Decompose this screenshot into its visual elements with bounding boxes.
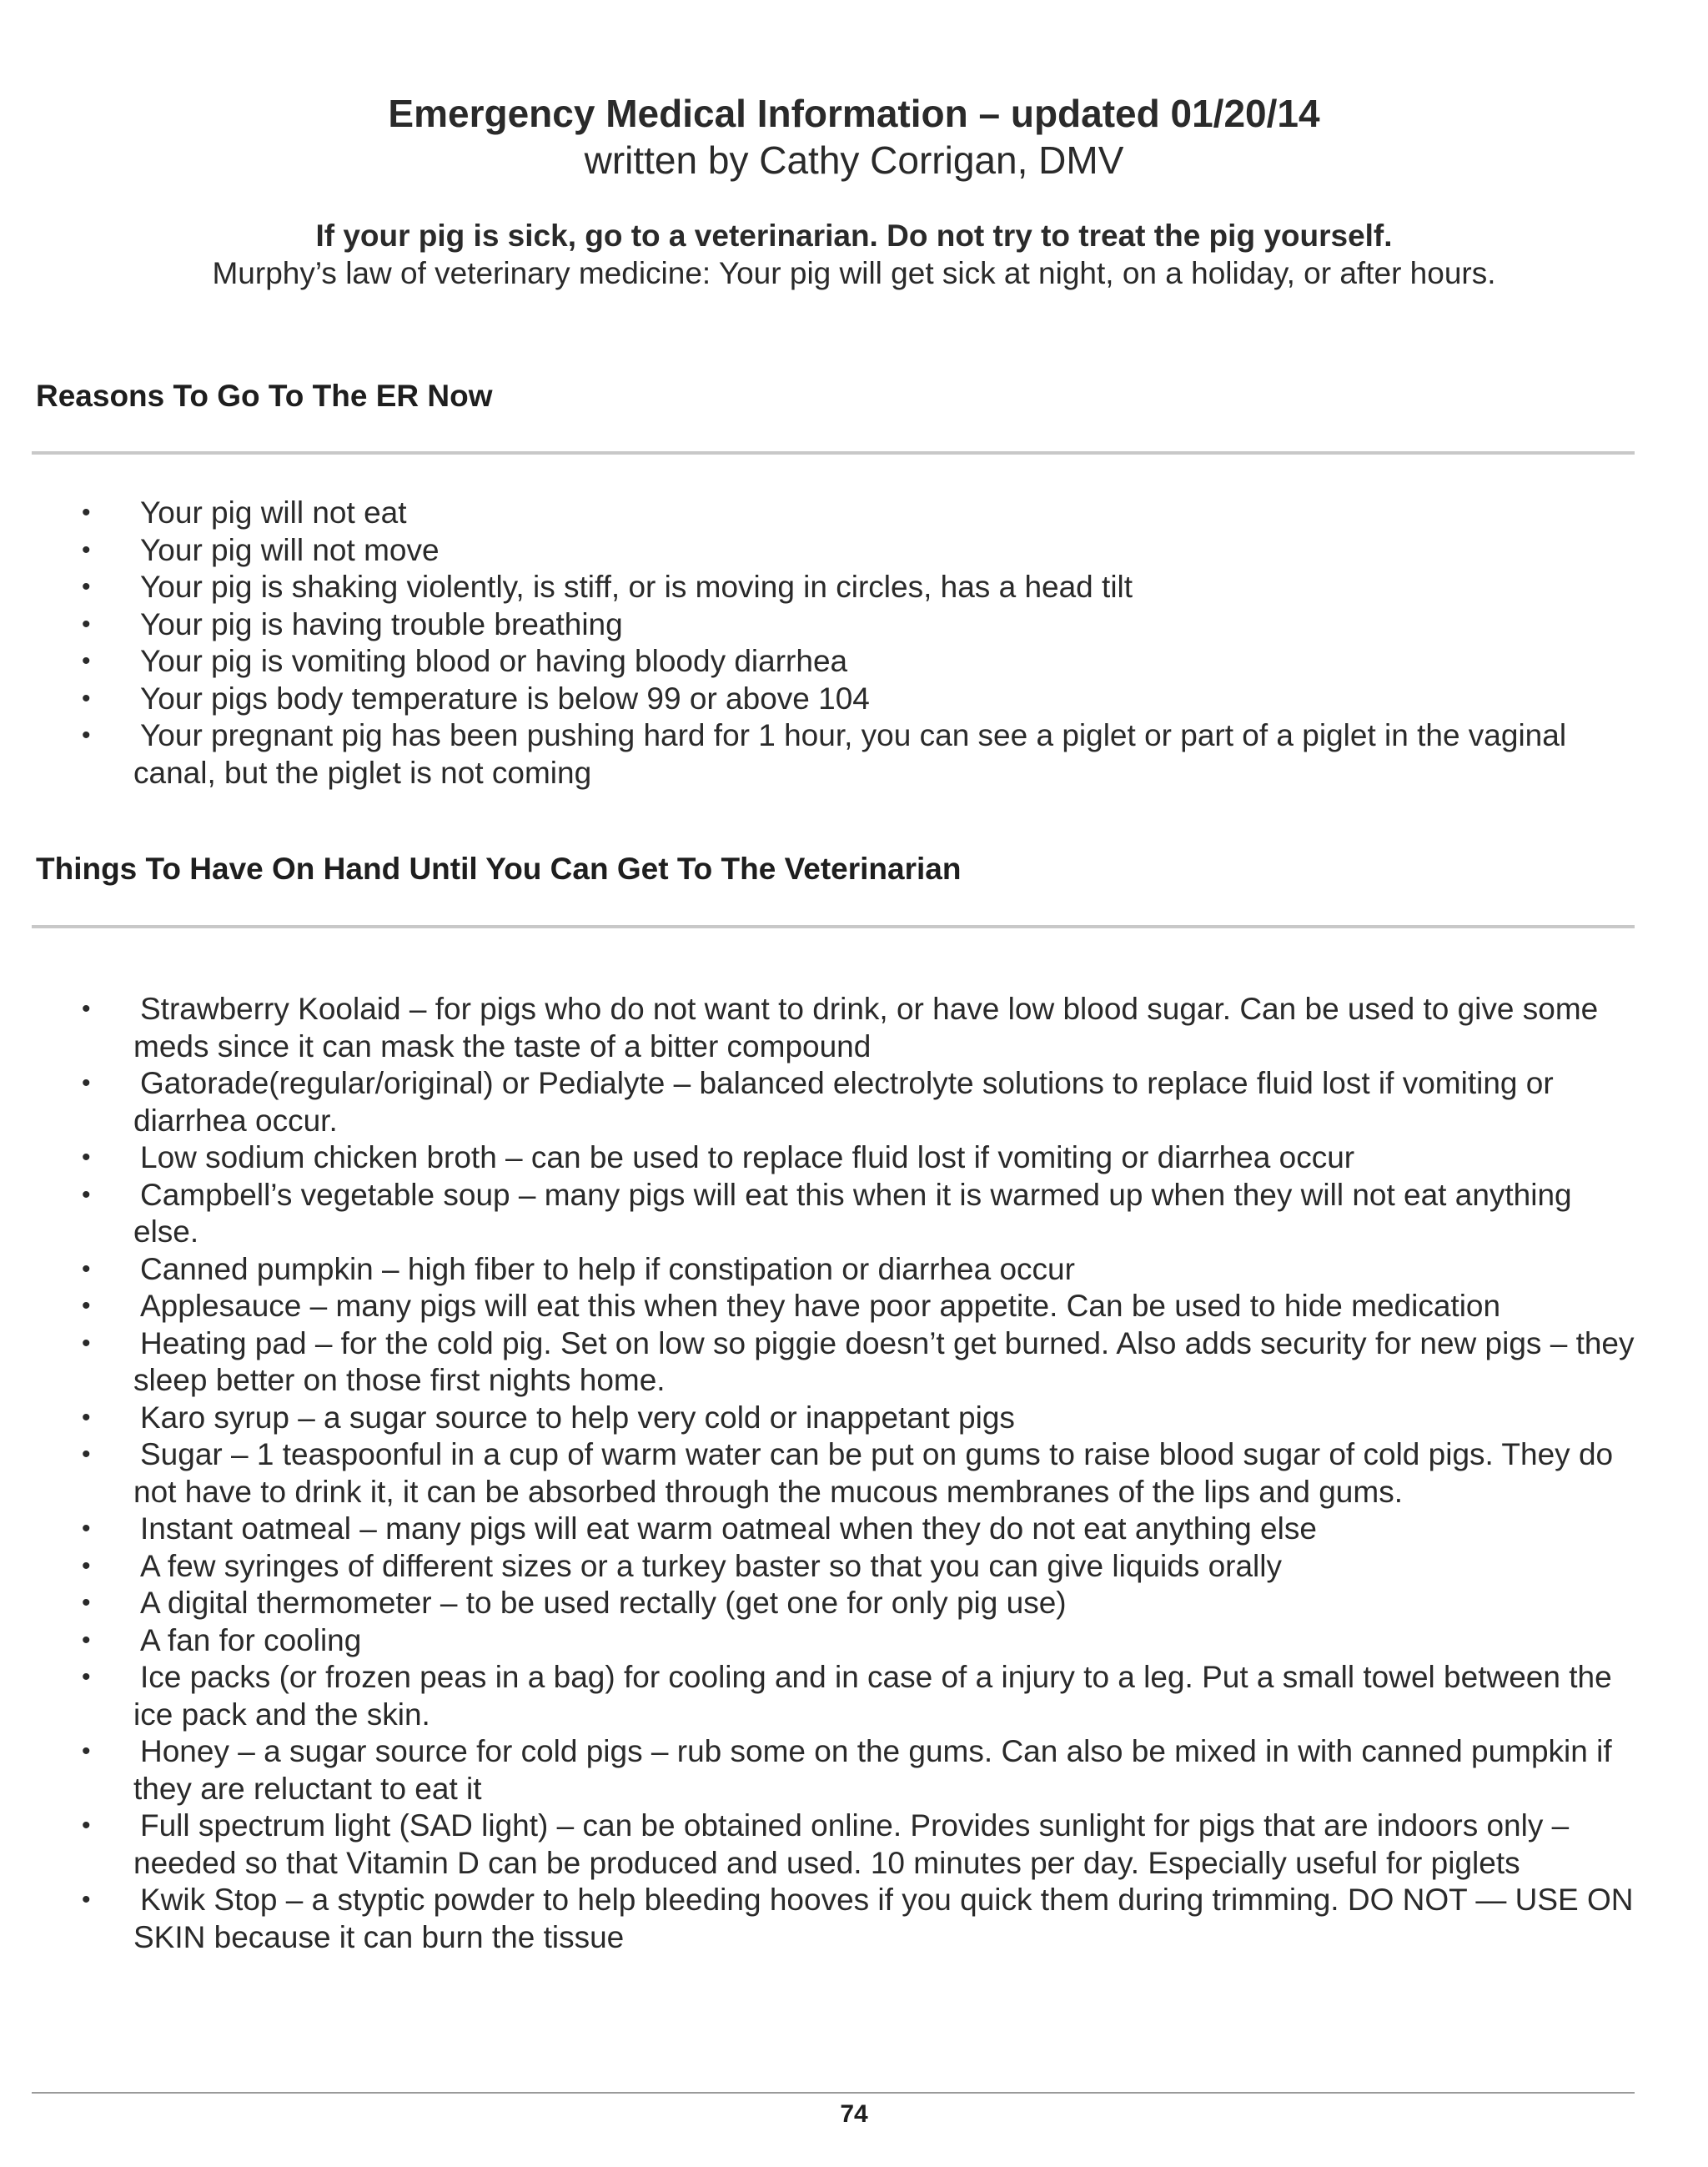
list-item: • Your pregnant pig has been pushing hard for 1 hour, you can see a piglet or part of a piglet in the vaginal canal, but the piglet is not coming (82, 718, 1567, 790)
list-item: • Your pig is vomiting blood or having bloody diarrhea (0, 643, 1635, 681)
list-item: • Kwik Stop – a styptic powder to help bleeding hooves if you quick them during trimming. DO NOT — USE ON SKIN because it can burn the tissue (82, 1883, 1634, 1954)
bullet-icon: • (82, 573, 91, 601)
bullet-icon: • (82, 1254, 91, 1283)
list-item: • Your pig is having trouble breathing (0, 606, 1635, 644)
list-item: • Low sodium chicken broth – can be used to replace fluid lost if vomiting or diarrhea occur (0, 1139, 1635, 1177)
list-item: • Your pigs body temperature is below 99 or above 104 (0, 681, 1635, 718)
bullet-icon: • (82, 1663, 91, 1691)
list-item: • A fan for cooling (0, 1622, 1635, 1660)
list-item: • Applesauce – many pigs will eat this when they have poor appetite. Can be used to hide medication (0, 1288, 1635, 1325)
bullet-icon: • (82, 1440, 91, 1468)
bullet-icon: • (82, 995, 91, 1023)
bullet-icon: • (82, 1886, 91, 1913)
list-item: • Instant oatmeal – many pigs will eat warm oatmeal when they do not eat anything else (0, 1511, 1635, 1548)
list-item: • Strawberry Koolaid – for pigs who do not want to drink, or have low blood sugar. Can be used to give some meds since it can mask the taste of a bitter compound (82, 992, 1599, 1063)
er-reasons-list (0, 495, 1635, 792)
warning-block (0, 217, 1708, 292)
bullet-icon: • (82, 1069, 91, 1097)
list-item: • A few syringes of different sizes or a turkey baster so that you can give liquids orally (0, 1548, 1635, 1586)
list-item: • Gatorade(regular/original) or Pedialyte – balanced electrolyte solutions to replace fluid lost if vomiting or diarrhea occur. (82, 1066, 1554, 1138)
bullet-icon: • (82, 1812, 91, 1839)
list-item: • Heating pad – for the cold pig. Set on low so piggie doesn’t get burned. Also adds security for new pigs – they sleep better on those first nights home. (82, 1325, 1635, 1397)
bullet-icon: • (82, 684, 91, 712)
bullet-icon: • (82, 1292, 91, 1320)
list-item: • Your pig will not move (0, 532, 1635, 570)
bullet-icon: • (82, 1329, 91, 1357)
bullet-icon: • (82, 610, 91, 638)
section-heading-on-hand: Things To Have On Hand Until You Can Get To The Veterinarian (36, 852, 962, 886)
bullet-icon: • (82, 535, 91, 564)
section-heading-er-reasons: Reasons To Go To The ER Now (36, 379, 493, 413)
list-item: • Honey – a sugar source for cold pigs – rub some on the gums. Can also be mixed in with canned pumpkin if they are reluctant to eat it (82, 1734, 1612, 1806)
list-item: • Your pig will not eat (0, 495, 1635, 532)
document-header (0, 90, 1708, 184)
section-divider (32, 925, 1635, 928)
list-item: • Full spectrum light (SAD light) – can be obtained online. Provides sunlight for pigs that are indoors only – needed so that Vitamin D can be produced and used. 10 minutes per day. Especially useful for piglets (82, 1808, 1570, 1880)
list-item: • A digital thermometer – to be used rectally (get one for only pig use) (0, 1585, 1635, 1622)
document-title: Emergency Medical Information – updated 01/20/14 (388, 92, 1320, 135)
bullet-icon: • (82, 647, 91, 675)
list-item: • Sugar – 1 teaspoonful in a cup of warm water can be put on gums to raise blood sugar of cold pigs. They do not have to drink it, it can be absorbed through the mucous membranes of the lips and gums. (82, 1437, 1614, 1509)
section-divider (32, 451, 1635, 455)
bullet-icon: • (82, 1403, 91, 1431)
on-hand-supplies-list (0, 991, 1635, 1956)
bullet-icon: • (82, 1737, 91, 1765)
bullet-icon: • (82, 1626, 91, 1654)
bullet-icon: • (82, 1144, 91, 1171)
footer-divider (32, 2092, 1635, 2094)
bullet-icon: • (82, 1551, 91, 1580)
bullet-icon: • (82, 721, 91, 749)
bullet-icon: • (82, 1589, 91, 1616)
list-item: • Canned pumpkin – high fiber to help if constipation or diarrhea occur (0, 1251, 1635, 1289)
murphys-law-note: Murphy’s law of veterinary medicine: Your pig will get sick at night, on a holiday, or after hours. (212, 256, 1496, 290)
page-number: 74 (840, 2100, 868, 2128)
list-item: • Campbell’s vegetable soup – many pigs will eat this when it is warmed up when they will not eat anything else. (82, 1177, 1572, 1249)
list-item: • Your pig is shaking violently, is stiff, or is moving in circles, has a head tilt (0, 569, 1635, 606)
list-item: • Karo syrup – a sugar source to help very cold or inappetant pigs (0, 1400, 1635, 1437)
bullet-icon: • (82, 1180, 91, 1209)
list-item: • Ice packs (or frozen peas in a bag) for cooling and in case of a injury to a leg. Put a small towel between the ice pack and the skin. (82, 1660, 1612, 1732)
bullet-icon: • (82, 499, 91, 526)
bullet-icon: • (82, 1515, 91, 1542)
document-author: written by Cathy Corrigan, DMV (584, 138, 1124, 182)
warning-statement: If your pig is sick, go to a veterinarian. Do not try to treat the pig yourself. (315, 219, 1393, 253)
